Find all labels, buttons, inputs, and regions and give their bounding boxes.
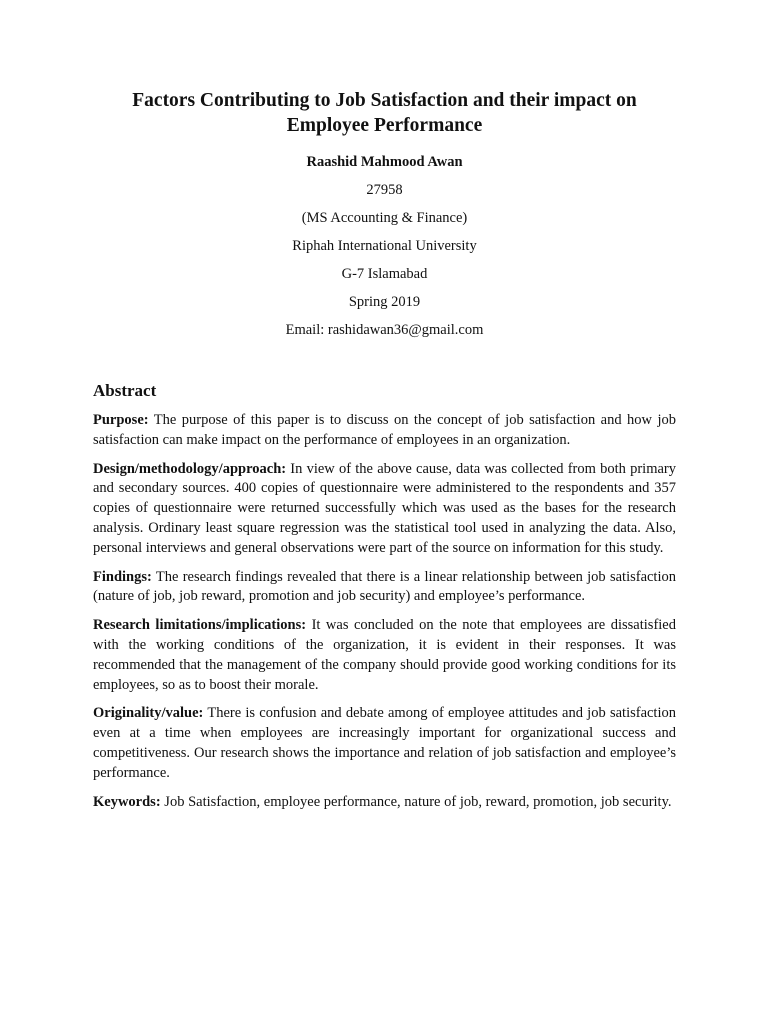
paper-page bbox=[93, 0, 676, 1024]
student-id: 27958 bbox=[366, 182, 403, 198]
abstract-purpose bbox=[93, 411, 676, 451]
section-label: Findings: bbox=[93, 568, 152, 585]
section-text: There is confusion and debate among of employee attitudes and job satisfaction even at a time when employees are increasingly important for organizational success and competitiveness. Our research shows the importance and relation of job satisfaction and employee’s performance. bbox=[93, 705, 676, 781]
location: G-7 Islamabad bbox=[341, 266, 428, 282]
section-text: The purpose of this paper is to discuss on the concept of job satisfaction and how job satisfaction can make impact on the performance of employees in an organization. bbox=[93, 412, 676, 448]
author-email: Email: rashidawan36@gmail.com bbox=[285, 322, 484, 338]
section-text: It was concluded on the note that employees are dissatisfied with the working conditions of the organization, it is evident in their responses. It was recommended that the management of the company should provide good working conditions for its employees, so as to boost their morale. bbox=[93, 617, 676, 693]
section-text: Job Satisfaction, employee performance, nature of job, reward, promotion, job security. bbox=[160, 793, 672, 810]
section-label: Originality/value: bbox=[93, 705, 204, 722]
abstract-originality bbox=[93, 704, 676, 783]
section-label: Keywords: bbox=[93, 793, 161, 810]
author-name: Raashid Mahmood Awan bbox=[306, 154, 463, 170]
paper-title-line-1: Factors Contributing to Job Satisfaction and their impact on bbox=[132, 90, 637, 111]
university: Riphah International University bbox=[292, 238, 477, 254]
paper-title bbox=[93, 88, 676, 138]
abstract-heading: Abstract bbox=[93, 381, 157, 400]
section-label: Research limitations/implications: bbox=[93, 617, 307, 634]
section-text: The research findings revealed that there is a linear relationship between job satisfaction (nature of job, job reward, promotion and job security) and employee’s performance. bbox=[93, 568, 676, 605]
program: (MS Accounting & Finance) bbox=[301, 210, 468, 226]
abstract-findings bbox=[93, 568, 676, 608]
paper-title-line-2: Employee Performance bbox=[286, 115, 483, 136]
section-label: Design/methodology/approach: bbox=[93, 460, 287, 477]
abstract-keywords bbox=[93, 793, 676, 813]
abstract-methodology bbox=[93, 460, 676, 559]
term: Spring 2019 bbox=[348, 294, 421, 310]
section-label: Purpose: bbox=[93, 412, 149, 428]
abstract-limitations bbox=[93, 616, 676, 695]
section-text: In view of the above cause, data was collected from both primary and secondary sources. 400 copies of questionnaire were administered to the respondents and 357 copies of questionnaire were returned successfully which was used as the bases for the research analysis. Ordinary least square regression was the statistical tool used in analyzing the data. Also, personal interviews and general observations were part of the source on information for this study. bbox=[93, 460, 676, 556]
